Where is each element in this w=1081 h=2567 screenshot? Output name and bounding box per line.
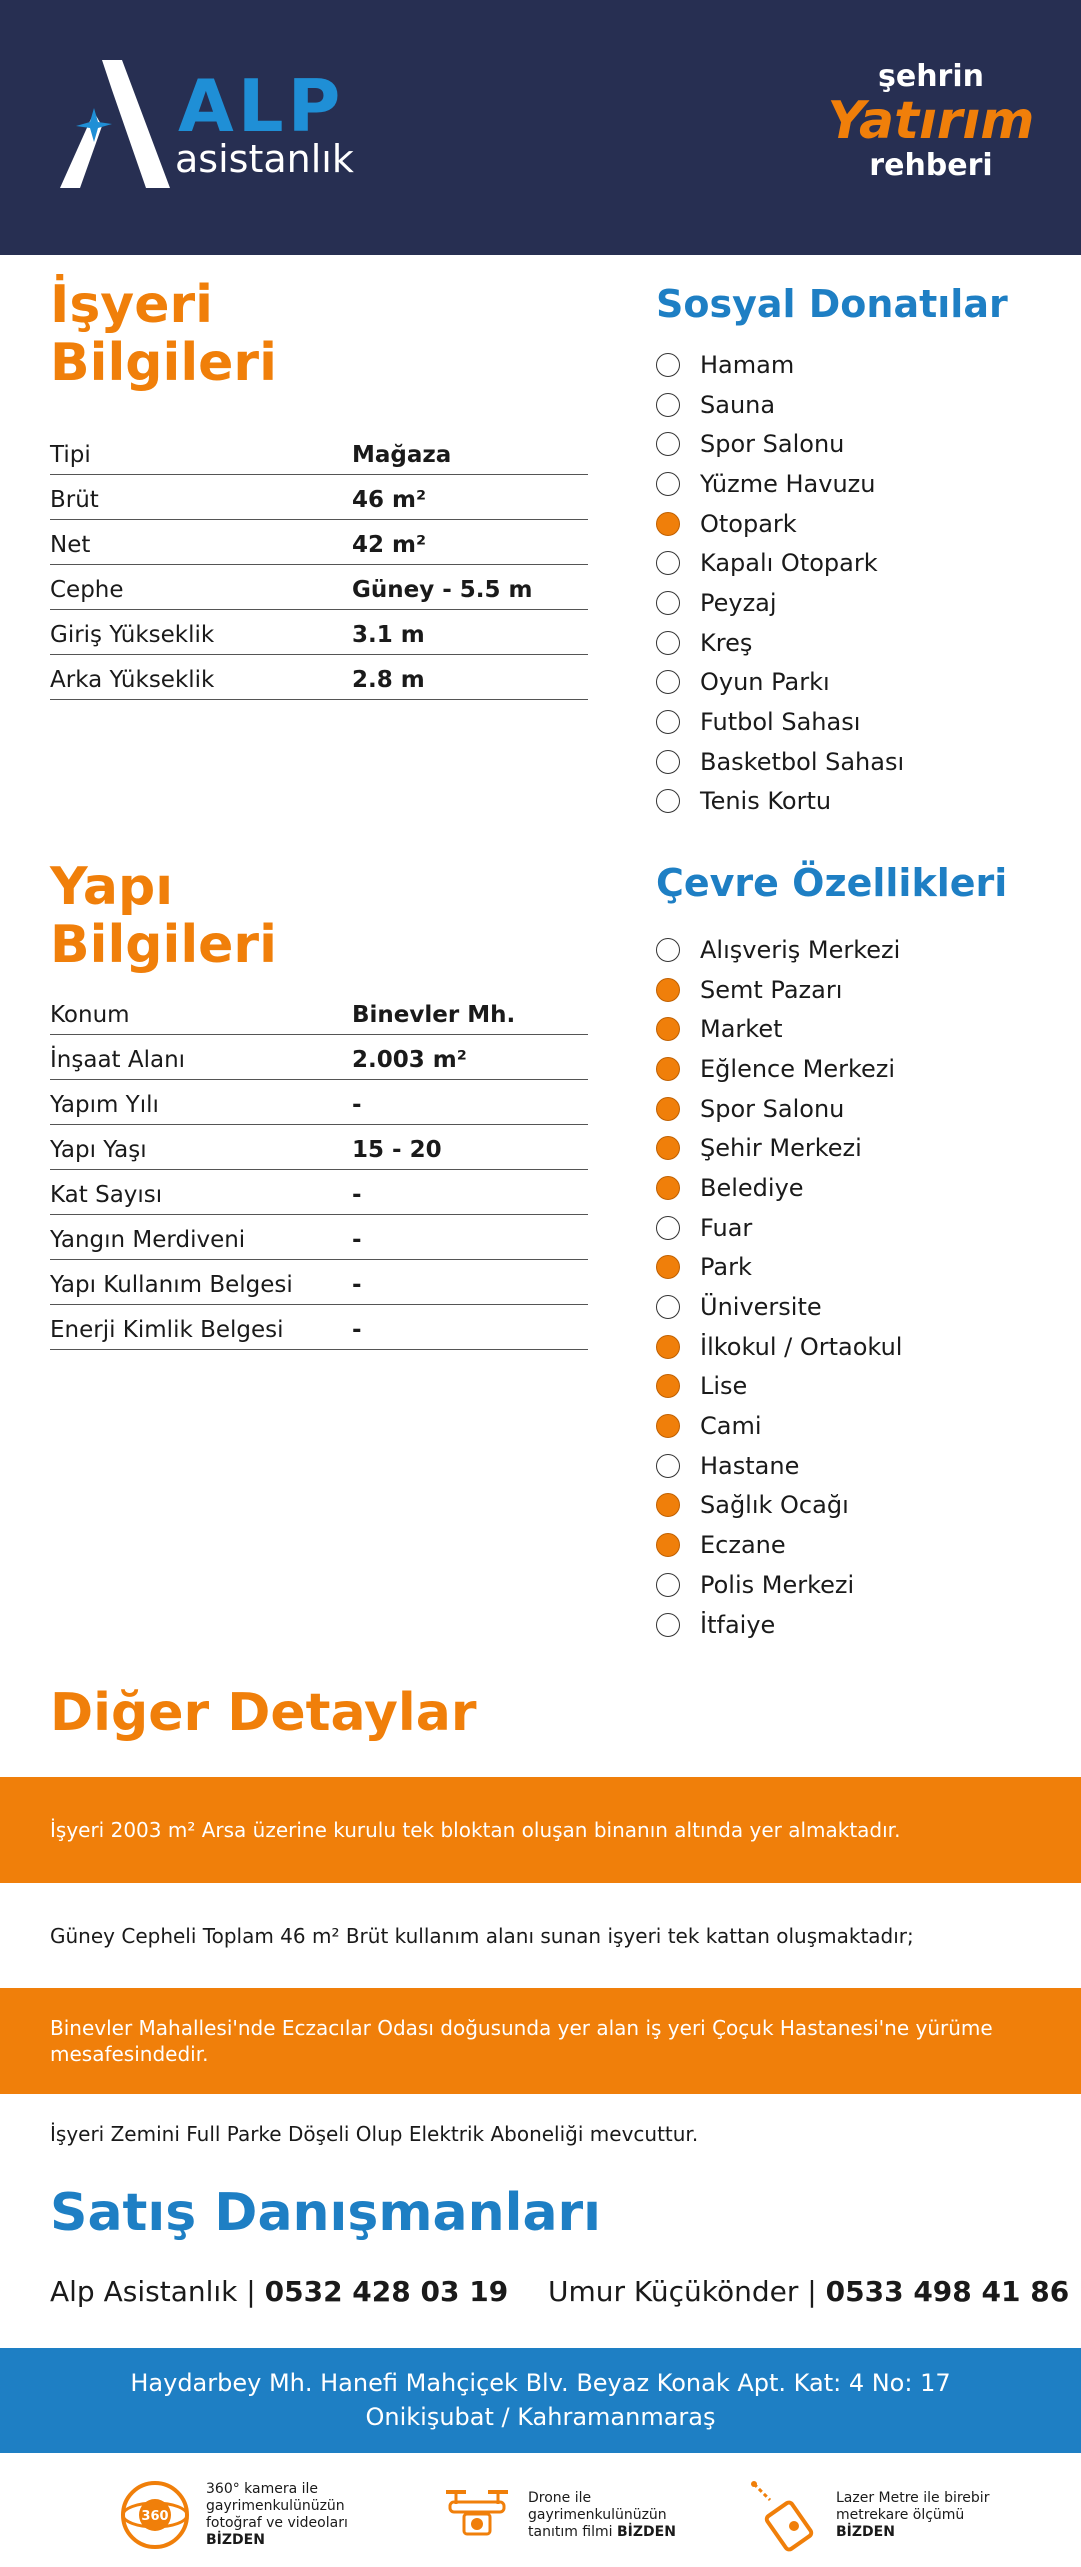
table-row: [50, 990, 588, 1035]
table-row: [50, 565, 588, 610]
row-key: Yapı Yaşı: [50, 1137, 147, 1163]
list-item-label: Futbol Sahası: [700, 708, 861, 737]
contact-2-phone[interactable]: 0533 498 41 86: [825, 2275, 1070, 2308]
address-line-1: Haydarbey Mh. Hanefi Mahçiçek Blv. Beyaz Konak Apt. Kat: 4 No: 17: [130, 2369, 951, 2397]
list-item: [656, 702, 1056, 742]
table-row: [50, 1170, 588, 1215]
empty-circle-icon: [656, 1216, 680, 1240]
empty-circle-icon: [656, 1613, 680, 1637]
detail-line-3: [0, 1988, 1081, 2094]
list-item-label: Alışveriş Merkezi: [700, 935, 901, 964]
row-key: Kat Sayısı: [50, 1182, 163, 1208]
list-item-label: Park: [700, 1253, 752, 1282]
table-row: [50, 520, 588, 565]
empty-circle-icon: [656, 750, 680, 774]
feature-360: [118, 2478, 371, 2552]
list-item: [656, 385, 1056, 425]
list-item-label: Yüzme Havuzu: [700, 469, 876, 498]
list-item-label: Cami: [700, 1412, 762, 1441]
row-value: -: [352, 1272, 362, 1298]
empty-circle-icon: [656, 591, 680, 615]
detail-line-4: [0, 2094, 1081, 2174]
empty-circle-icon: [656, 710, 680, 734]
satis-title: Satış Danışmanları: [50, 2183, 602, 2243]
list-item-label: İtfaiye: [700, 1610, 776, 1639]
empty-circle-icon: [656, 472, 680, 496]
list-item-label: Hastane: [700, 1451, 800, 1480]
slogan-line-3: rehberi: [869, 148, 993, 183]
checked-circle-icon: [656, 978, 680, 1002]
diger-title: Diğer Detaylar: [50, 1683, 477, 1743]
list-item: [656, 424, 1056, 464]
list-item: [656, 1287, 1056, 1327]
yapi-title-line-1: Yapı: [50, 857, 174, 917]
checked-circle-icon: [656, 1136, 680, 1160]
row-key: Cephe: [50, 577, 124, 603]
table-row: [50, 610, 588, 655]
empty-circle-icon: [656, 393, 680, 417]
row-value: Mağaza: [352, 442, 452, 468]
list-item: [656, 970, 1056, 1010]
row-value: -: [352, 1092, 362, 1118]
empty-circle-icon: [656, 1573, 680, 1597]
contact-2-name: Umur Küçükönder |: [548, 2275, 817, 2308]
list-item: [656, 1367, 1056, 1407]
contact-1-name: Alp Asistanlık |: [50, 2275, 256, 2308]
table-row: [50, 1215, 588, 1260]
row-value: 3.1 m: [352, 622, 425, 648]
list-item: [656, 1009, 1056, 1049]
checked-circle-icon: [656, 1414, 680, 1438]
list-item-label: Hamam: [700, 350, 795, 379]
row-key: Enerji Kimlik Belgesi: [50, 1317, 284, 1343]
list-item: [656, 1565, 1056, 1605]
list-item: [656, 345, 1056, 385]
yapi-title: [50, 858, 277, 974]
empty-circle-icon: [656, 432, 680, 456]
list-item-label: Eğlence Merkezi: [700, 1054, 896, 1083]
logo-a-icon: [50, 60, 180, 190]
row-value: Binevler Mh.: [352, 1002, 516, 1028]
list-item: [656, 663, 1056, 703]
table-row: [50, 1260, 588, 1305]
empty-circle-icon: [656, 938, 680, 962]
list-item-label: Tenis Kortu: [700, 787, 832, 816]
logo-subtitle: asistanlık: [175, 137, 354, 181]
sosyal-title: Sosyal Donatılar: [656, 282, 1008, 326]
checked-circle-icon: [656, 1255, 680, 1279]
isyeri-title-line-2: Bilgileri: [50, 333, 277, 393]
empty-circle-icon: [656, 1454, 680, 1478]
row-value: -: [352, 1317, 362, 1343]
list-item-label: Lise: [700, 1372, 748, 1401]
address-band: [0, 2348, 1081, 2453]
list-item: [656, 1248, 1056, 1288]
sosyal-list: [656, 345, 1056, 821]
list-item: [656, 543, 1056, 583]
isyeri-title-line-1: İşyeri: [50, 275, 213, 335]
detail-text: İşyeri Zemini Full Parke Döşeli Olup Elektrik Aboneliği mevcuttur.: [50, 2122, 699, 2146]
list-item-label: Fuar: [700, 1213, 753, 1242]
checked-circle-icon: [656, 1017, 680, 1041]
list-item-label: Şehir Merkezi: [700, 1134, 862, 1163]
row-value: 15 - 20: [352, 1137, 442, 1163]
list-item-label: Otopark: [700, 509, 797, 538]
isyeri-table: [50, 430, 588, 700]
list-item: [656, 930, 1056, 970]
feature-drone: [440, 2478, 693, 2552]
row-key: Arka Yükseklik: [50, 667, 215, 693]
feature-laser: [748, 2478, 1001, 2552]
contacts: [50, 2275, 1069, 2308]
list-item: [656, 504, 1056, 544]
list-item-label: Üniversite: [700, 1293, 822, 1322]
list-item: [656, 1486, 1056, 1526]
list-item-label: Belediye: [700, 1173, 804, 1202]
row-key: Brüt: [50, 487, 99, 513]
laser-meter-icon: [748, 2478, 822, 2552]
camera-360-icon: [118, 2478, 192, 2552]
table-row: [50, 475, 588, 520]
row-key: İnşaat Alanı: [50, 1047, 186, 1073]
row-value: 46 m²: [352, 487, 427, 513]
drone-icon: [440, 2478, 514, 2552]
list-item-label: Kapalı Otopark: [700, 549, 878, 578]
logo-name: ALP: [178, 64, 345, 148]
detail-line-2: [0, 1883, 1081, 1988]
cevre-title: Çevre Özellikleri: [656, 861, 1008, 905]
list-item: [656, 1446, 1056, 1486]
detail-line-1: [0, 1777, 1081, 1883]
list-item-label: Peyzaj: [700, 588, 777, 617]
empty-circle-icon: [656, 670, 680, 694]
list-item-label: Semt Pazarı: [700, 975, 843, 1004]
table-row: [50, 430, 588, 475]
empty-circle-icon: [656, 631, 680, 655]
row-value: 2.8 m: [352, 667, 425, 693]
list-item-label: Sağlık Ocağı: [700, 1491, 849, 1520]
list-item-label: Oyun Parkı: [700, 668, 830, 697]
list-item: [656, 1605, 1056, 1645]
list-item-label: İlkokul / Ortaokul: [700, 1332, 903, 1361]
svg-text:360: 360: [141, 2509, 169, 2524]
list-item: [656, 782, 1056, 822]
row-key: Giriş Yükseklik: [50, 622, 215, 648]
row-value: Güney - 5.5 m: [352, 577, 533, 603]
slogan-line-1: şehrin: [878, 59, 984, 94]
row-key: Yangın Merdiveni: [50, 1227, 246, 1253]
empty-circle-icon: [656, 1295, 680, 1319]
list-item: [656, 464, 1056, 504]
empty-circle-icon: [656, 789, 680, 813]
empty-circle-icon: [656, 551, 680, 575]
list-item-label: Kreş: [700, 628, 753, 657]
list-item: [656, 1208, 1056, 1248]
checked-circle-icon: [656, 1057, 680, 1081]
table-row: [50, 1080, 588, 1125]
row-value: 42 m²: [352, 532, 427, 558]
list-item-label: Spor Salonu: [700, 430, 845, 459]
detail-text: İşyeri 2003 m² Arsa üzerine kurulu tek bloktan oluşan binanın altında yer almaktadır.: [50, 1818, 901, 1842]
address-line-2: Onikişubat / Kahramanmaraş: [365, 2403, 716, 2431]
feature-text: Lazer Metre ile birebir metrekare ölçümü BİZDEN: [836, 2489, 990, 2540]
checked-circle-icon: [656, 512, 680, 536]
list-item: [656, 1406, 1056, 1446]
row-value: 2.003 m²: [352, 1047, 467, 1073]
checked-circle-icon: [656, 1533, 680, 1557]
cevre-list: [656, 930, 1056, 1644]
contact-1-phone[interactable]: 0532 428 03 19: [264, 2275, 509, 2308]
checked-circle-icon: [656, 1176, 680, 1200]
yapi-table: [50, 990, 588, 1350]
checked-circle-icon: [656, 1335, 680, 1359]
list-item-label: Eczane: [700, 1531, 786, 1560]
yapi-title-line-2: Bilgileri: [50, 915, 277, 975]
table-row: [50, 1125, 588, 1170]
checked-circle-icon: [656, 1374, 680, 1398]
list-item: [656, 742, 1056, 782]
list-item-label: Polis Merkezi: [700, 1570, 855, 1599]
list-item-label: Market: [700, 1015, 783, 1044]
detail-text: Güney Cepheli Toplam 46 m² Brüt kullanım alanı sunan işyeri tek kattan oluşmaktadır;: [50, 1923, 914, 1948]
feature-text: 360° kamera ile gayrimenkulünüzün fotoğraf ve videoları BİZDEN: [206, 2481, 348, 2548]
feature-text: Drone ile gayrimenkulünüzün tanıtım filmi BİZDEN: [528, 2489, 676, 2540]
row-key: Konum: [50, 1002, 130, 1028]
checked-circle-icon: [656, 1493, 680, 1517]
empty-circle-icon: [656, 353, 680, 377]
list-item: [656, 1168, 1056, 1208]
list-item: [656, 583, 1056, 623]
list-item: [656, 1525, 1056, 1565]
list-item: [656, 623, 1056, 663]
row-value: -: [352, 1182, 362, 1208]
list-item-label: Sauna: [700, 390, 776, 419]
row-key: Net: [50, 532, 91, 558]
list-item: [656, 1089, 1056, 1129]
header: [0, 0, 1081, 255]
list-item-label: Spor Salonu: [700, 1094, 845, 1123]
table-row: [50, 655, 588, 700]
slogan: [821, 60, 1041, 182]
detail-text: Binevler Mahallesi'nde Eczacılar Odası doğusunda yer alan iş yeri Çoçuk Hastanesi'ne yürüme mesafesindedir.: [50, 2016, 993, 2066]
row-key: Yapım Yılı: [50, 1092, 159, 1118]
isyeri-title: [50, 276, 277, 392]
list-item: [656, 1049, 1056, 1089]
list-item-label: Basketbol Sahası: [700, 747, 905, 776]
list-item: [656, 1327, 1056, 1367]
row-key: Tipi: [50, 442, 91, 468]
slogan-line-2: Yatırım: [827, 91, 1035, 151]
table-row: [50, 1305, 588, 1350]
table-row: [50, 1035, 588, 1080]
row-key: Yapı Kullanım Belgesi: [50, 1272, 293, 1298]
checked-circle-icon: [656, 1097, 680, 1121]
row-value: -: [352, 1227, 362, 1253]
list-item: [656, 1128, 1056, 1168]
